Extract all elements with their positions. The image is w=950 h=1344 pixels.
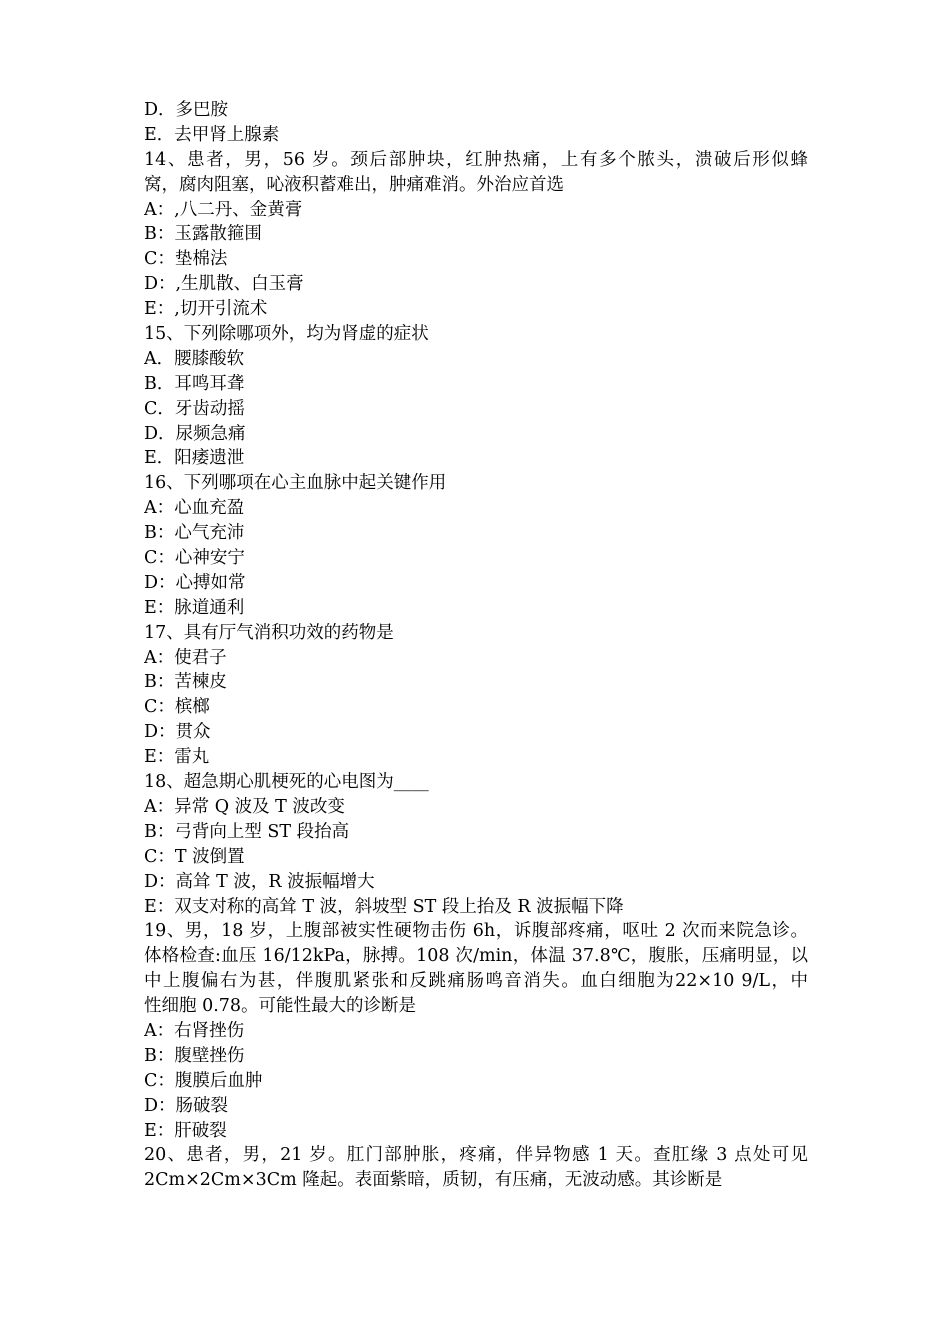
text-line: D：,生肌散、白玉膏: [144, 274, 304, 295]
text-line: E．阳痿遗泄: [144, 448, 245, 469]
text-line: 中上腹偏右为甚，伴腹肌紧张和反跳痛肠鸣音消失。血白细胞为22×10 9/L，中: [144, 971, 808, 992]
document-page: [144, 98, 808, 1193]
text-line: D．多巴胺: [144, 100, 229, 120]
text-line: B：腹壁挫伤: [144, 1045, 245, 1066]
text-line: 19、男，18 岁，上腹部被实性硬物击伤 6h，诉腹部疼痛，呕吐 2 次而来院急诊。: [144, 921, 808, 942]
text-line: 2Cm×2Cm×3Cm 隆起。表面紫暗，质韧，有压痛，无波动感。其诊断是: [144, 1170, 723, 1191]
text-line: E：雷丸: [144, 747, 210, 768]
text-line: B：玉露散箍围: [144, 224, 262, 245]
text-line: E：脉道通利: [144, 597, 245, 618]
text-line: D：心搏如常: [144, 572, 246, 593]
text-line: A．腰膝酸软: [144, 348, 245, 369]
text-line: C．牙齿动摇: [144, 398, 245, 419]
text-line: 性细胞 0.78。可能性最大的诊断是: [144, 996, 417, 1017]
text-line: A：,八二丹、金黄膏: [144, 199, 303, 220]
text-line: C：垫棉法: [144, 249, 228, 270]
text-line: A：右肾挫伤: [144, 1020, 245, 1041]
text-line: E．去甲肾上腺素: [144, 124, 280, 145]
text-line: C：T 波倒置: [144, 846, 245, 867]
text-line: 14、患者，男，56 岁。颈后部肿块，红肿热痛，上有多个脓头，溃破后形似蜂: [144, 149, 808, 170]
text-line: B．耳鸣耳聋: [144, 373, 245, 394]
text-line: D．尿频急痛: [144, 423, 246, 444]
text-line: B：弓背向上型 ST 段抬高: [144, 821, 350, 842]
text-line: 18、超急期心肌梗死的心电图为____: [144, 772, 429, 793]
text-line: A：心血充盈: [144, 498, 245, 519]
text-line: 窝，腐肉阻塞，吣液积蓄难出，肿痛难消。外治应首选: [144, 174, 564, 195]
text-line: 16、下列哪项在心主血脉中起关键作用: [144, 473, 447, 494]
text-line: E：双支对称的高耸 T 波，斜坡型 ST 段上抬及 R 波振幅下降: [144, 896, 624, 917]
text-line: D：肠破裂: [144, 1095, 229, 1116]
text-line: 15、下列除哪项外，均为肾虚的症状: [144, 324, 429, 345]
text-line: 20、患者，男，21 岁。肛门部肿胀，疼痛，伴异物感 1 天。查肛缘 3 点处可见: [144, 1145, 808, 1166]
text-line: D：高耸 T 波，R 波振幅增大: [144, 871, 375, 892]
text-line: B：苦楝皮: [144, 672, 227, 693]
text-line: E：,切开引流术: [144, 299, 268, 320]
text-line: C：腹膜后血肿: [144, 1070, 263, 1091]
text-line: A：异常 Q 波及 T 波改变: [144, 796, 345, 817]
text-line: B：心气充沛: [144, 523, 245, 544]
text-line: D：贯众: [144, 722, 211, 743]
text-line: E：肝破裂: [144, 1120, 227, 1141]
text-line: 17、具有厅气消积功效的药物是: [144, 622, 394, 643]
text-line: C：心神安宁: [144, 548, 245, 569]
text-line: C：槟榔: [144, 697, 210, 718]
text-line: 体格检查:血压 16/12kPa，脉搏。108 次/min，体温 37.8℃，腹胀，压痛明显，以: [144, 946, 808, 967]
text-line: A：使君子: [144, 647, 227, 668]
